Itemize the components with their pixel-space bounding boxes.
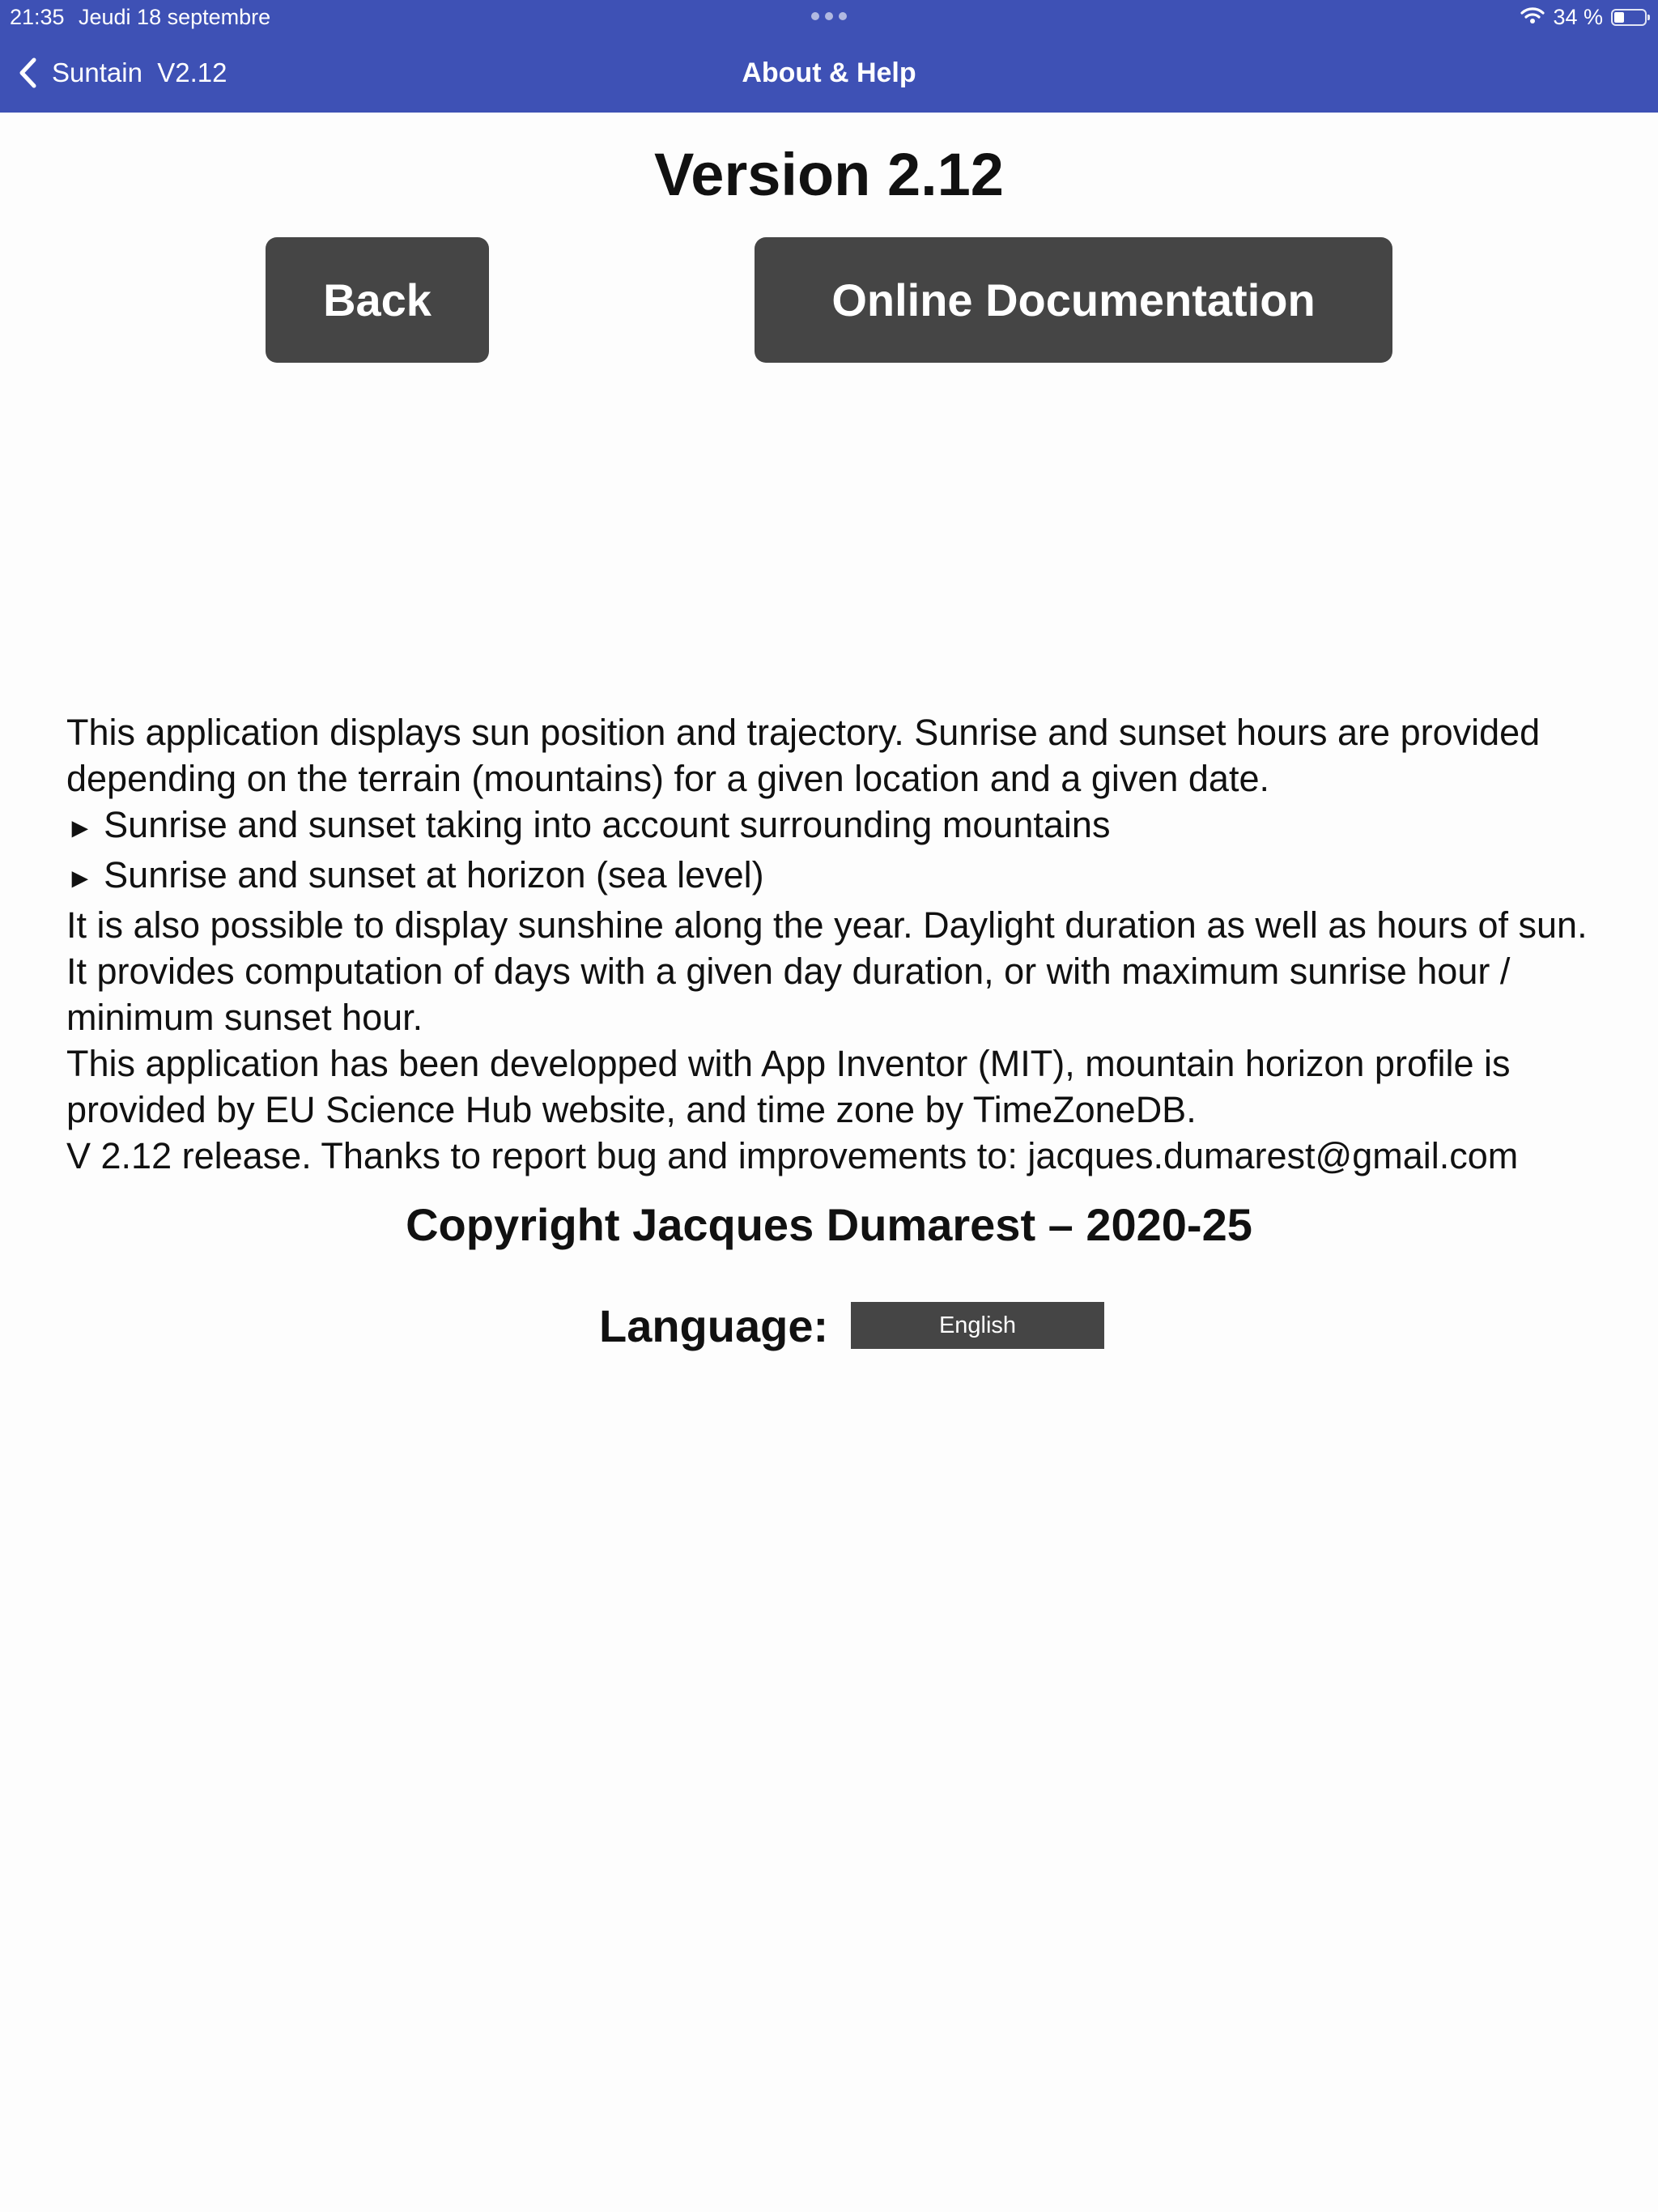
description-paragraph: V 2.12 release. Thanks to report bug and improvements to: jacques.dumarest@gmail.com [66,1135,1519,1176]
top-bar [0,0,1658,113]
more-dots-icon[interactable] [811,12,847,20]
description-paragraph: It is also possible to display sunshine along the year. Daylight duration as well as hours of sun. [66,904,1588,946]
description-paragraph: This application displays sun position and trajectory. Sunrise and sunset hours are provided depending on the terrain (mountains) for a given location and a given date. [66,712,1541,799]
bullet-arrow-icon: ► [66,863,94,894]
battery-icon [1611,9,1647,26]
description-paragraph: It provides computation of days with a given day duration, or with maximum sunrise hour / minimum sunset hour. [66,951,1511,1038]
nav-back-button[interactable] [18,52,227,94]
bullet-text: Sunrise and sunset taking into account surrounding mountains [104,804,1111,845]
version-title: Version 2.12 [654,141,1004,208]
bullet-arrow-icon: ► [66,813,94,844]
copyright-text: Copyright Jacques Dumarest – 2020-25 [406,1199,1252,1250]
language-label: Language: [599,1300,829,1351]
language-select[interactable]: English [851,1302,1104,1349]
status-indicators [1520,3,1647,31]
about-description [66,709,1605,1179]
description-paragraph: This application has been developped with App Inventor (MIT), mountain horizon profile is provided by EU Science Hub website, and time zone by TimeZoneDB. [66,1043,1511,1130]
nav-back-label: Suntain V2.12 [52,57,227,87]
chevron-left-icon [18,57,37,89]
status-date: Jeudi 18 septembre [79,5,271,29]
online-documentation-button[interactable]: Online Documentation [755,237,1392,363]
status-time: 21:35 [10,5,65,29]
wifi-icon [1520,6,1545,28]
language-row [0,1300,1658,1352]
page-title: About & Help [742,57,916,88]
bullet-text: Sunrise and sunset at horizon (sea level) [104,854,764,895]
bullet-item [66,802,1605,852]
battery-percent: 34 % [1553,5,1603,29]
bullet-item [66,852,1605,902]
battery-level-fill [1614,12,1624,23]
back-button[interactable]: Back [266,237,489,363]
